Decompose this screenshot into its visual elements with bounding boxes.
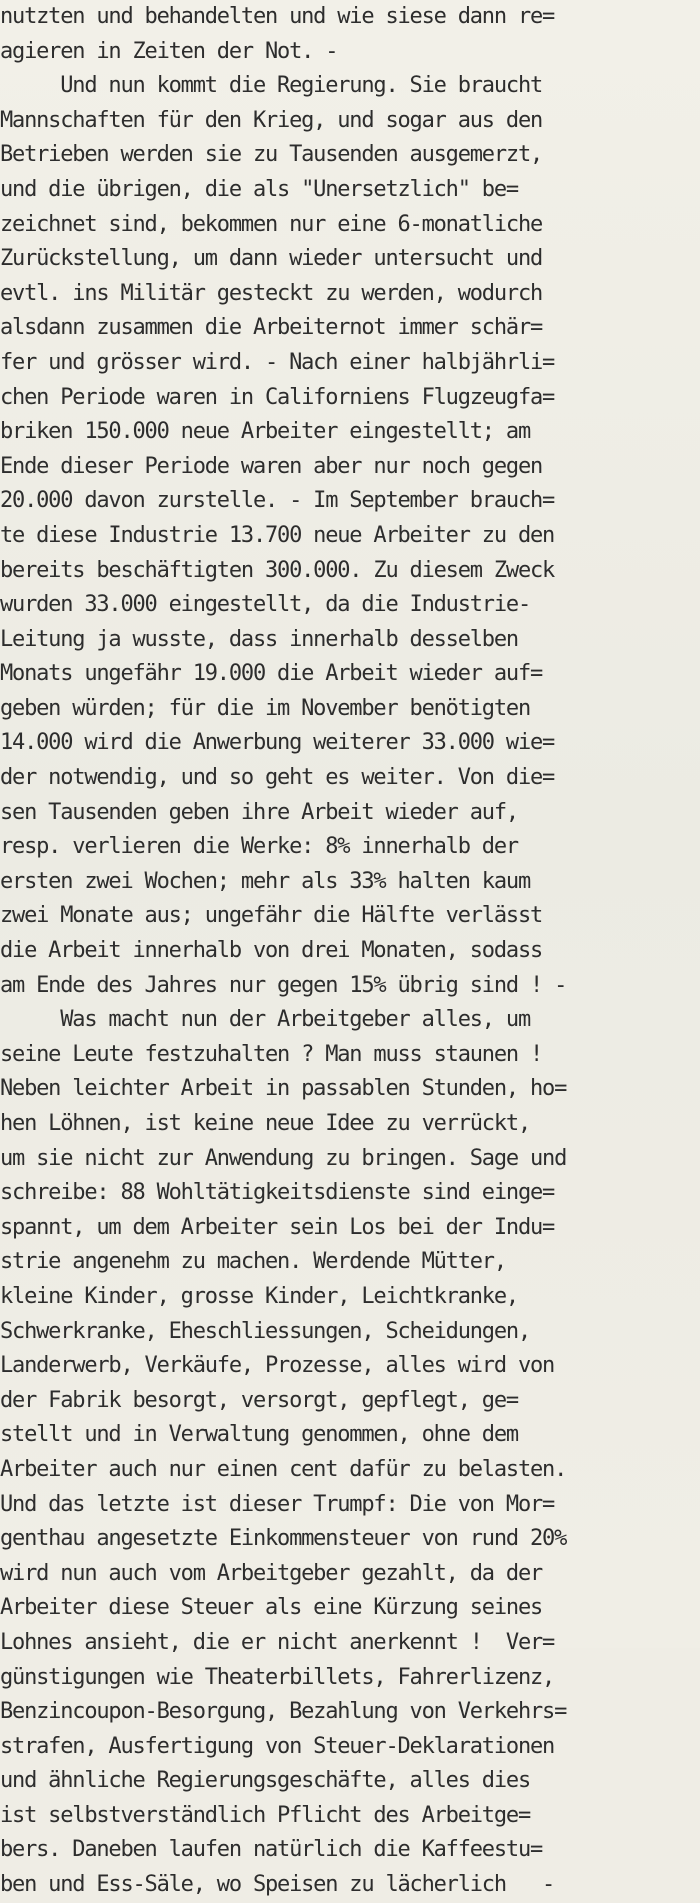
- text-line: ben und Ess-Säle, wo Speisen zu lächerlich -: [0, 1872, 555, 1898]
- text-line: nutzten und behandelten und wie siese dann re=: [0, 4, 555, 29]
- text-line: hen Löhnen, ist keine neue Idee zu verrückt,: [0, 1111, 530, 1136]
- text-line: stellt und in Verwaltung genommen, ohne dem: [0, 1422, 518, 1448]
- text-line: zeichnet sind, bekommen nur eine 6-monatliche: [0, 211, 543, 237]
- text-line: Landerwerb, Verkäufe, Prozesse, alles wird von: [0, 1353, 555, 1379]
- text-line: Mannschaften für den Krieg, und sogar aus den: [0, 107, 543, 133]
- text-line: seine Leute festzuhalten ? Man muss staunen !: [0, 1041, 543, 1067]
- text-line: Ende dieser Periode waren aber nur noch gegen: [0, 453, 543, 479]
- text-line: Monats ungefähr 19.000 die Arbeit wieder auf=: [0, 661, 543, 687]
- text-line: ersten zwei Wochen; mehr als 33% halten kaum: [0, 868, 530, 894]
- text-line: um sie nicht zur Anwendung zu bringen. Sage und: [0, 1145, 567, 1171]
- text-line: fer und grösser wird. - Nach einer halbjährli=: [0, 349, 555, 375]
- text-line: Und das letzte ist dieser Trumpf: Die von Mor=: [0, 1491, 555, 1517]
- text-line: Was macht nun der Arbeitgeber alles, um: [0, 1007, 530, 1033]
- text-line: te diese Industrie 13.700 neue Arbeiter zu den: [0, 522, 555, 548]
- text-line: günstigungen wie Theaterbillets, Fahrerlizenz,: [0, 1664, 555, 1690]
- text-line: Und nun kommt die Regierung. Sie braucht: [0, 73, 543, 99]
- text-line: Leitung ja wusste, dass innerhalb desselben: [0, 626, 518, 652]
- text-line: strie angenehm zu machen. Werdende Mütter,: [0, 1249, 506, 1275]
- text-line: am Ende des Jahres nur gegen 15% übrig sind ! -: [0, 972, 567, 998]
- text-line: briken 150.000 neue Arbeiter eingestellt; am: [0, 419, 530, 445]
- text-line: alsdann zusammen die Arbeiternot immer schär=: [0, 315, 543, 341]
- text-line: 14.000 wird die Anwerbung weiterer 33.000 wie=: [0, 730, 555, 756]
- text-line: zwei Monate aus; ungefähr die Hälfte verlässt: [0, 903, 543, 929]
- text-line: spannt, um dem Arbeiter sein Los bei der Indu=: [0, 1214, 555, 1240]
- text-line: der Fabrik besorgt, versorgt, gepflegt, ge=: [0, 1387, 518, 1413]
- text-line: schreibe: 88 Wohltätigkeitsdienste sind einge=: [0, 1180, 555, 1206]
- text-line: Arbeiter diese Steuer als eine Kürzung seines: [0, 1595, 543, 1621]
- text-line: genthau angesetzte Einkommensteuer von rund 20%: [0, 1526, 567, 1552]
- text-line: Lohnes ansieht, die er nicht anerkennt ! Ver=: [0, 1629, 555, 1655]
- text-line: bers. Daneben laufen natürlich die Kaffeestu=: [0, 1837, 543, 1863]
- text-line: und ähnliche Regierungsgeschäfte, alles dies: [0, 1768, 530, 1794]
- text-line: ist selbstverständlich Pflicht des Arbeitge=: [0, 1802, 530, 1828]
- text-line: und die übrigen, die als "Unersetzlich" be=: [0, 176, 518, 202]
- text-line: Schwerkranke, Eheschliessungen, Scheidungen,: [0, 1318, 530, 1344]
- text-line: wurden 33.000 eingestellt, da die Industrie-: [0, 592, 530, 618]
- text-line: strafen, Ausfertigung von Steuer-Deklarationen: [0, 1733, 555, 1759]
- text-line: Arbeiter auch nur einen cent dafür zu belasten.: [0, 1456, 567, 1482]
- text-line: Neben leichter Arbeit in passablen Stunden, ho=: [0, 1076, 567, 1102]
- text-line: der notwendig, und so geht es weiter. Von die=: [0, 765, 555, 791]
- text-line: resp. verlieren die Werke: 8% innerhalb der: [0, 834, 518, 860]
- text-line: Betrieben werden sie zu Tausenden ausgemerzt,: [0, 142, 543, 168]
- text-line: evtl. ins Militär gesteckt zu werden, wodurch: [0, 280, 543, 306]
- text-line: geben würden; für die im November benötigten: [0, 695, 530, 721]
- text-line: bereits beschäftigten 300.000. Zu diesem Zweck: [0, 557, 555, 583]
- text-line: sen Tausenden geben ihre Arbeit wieder auf,: [0, 799, 518, 825]
- text-line: kleine Kinder, grosse Kinder, Leichtkranke,: [0, 1283, 518, 1309]
- text-line: wird nun auch vom Arbeitgeber gezahlt, da der: [0, 1560, 543, 1586]
- text-line: die Arbeit innerhalb von drei Monaten, sodass: [0, 938, 543, 964]
- text-line: agieren in Zeiten der Not. -: [0, 38, 338, 64]
- text-line: Zurückstellung, um dann wieder untersucht und: [0, 246, 543, 272]
- text-line: Benzincoupon-Besorgung, Bezahlung von Verkehrs=: [0, 1699, 567, 1725]
- text-line: chen Periode waren in Californiens Flugzeugfa=: [0, 384, 555, 410]
- text-line: 20.000 davon zurstelle. - Im September brauch=: [0, 488, 555, 514]
